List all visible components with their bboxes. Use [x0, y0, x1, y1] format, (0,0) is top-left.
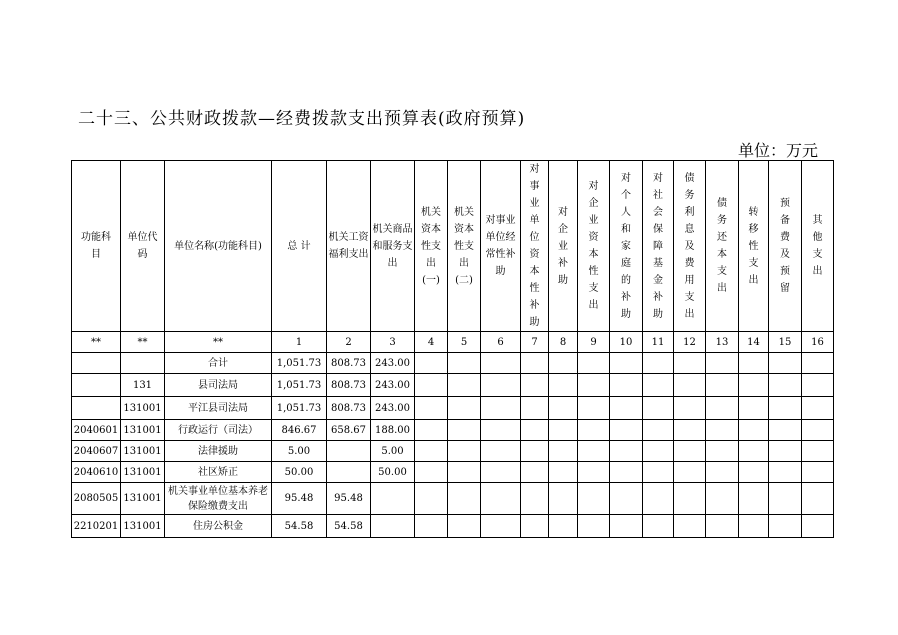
- cell-empty: [674, 462, 706, 483]
- cell-func: 2080505: [72, 483, 121, 515]
- cell-empty: [448, 353, 481, 374]
- colnum: 1: [272, 332, 327, 353]
- cell-empty: [415, 374, 448, 397]
- cell-total: 95.48: [272, 483, 327, 515]
- cell-empty: [521, 515, 549, 538]
- cell-goods: 50.00: [371, 462, 415, 483]
- cell-empty: [706, 374, 739, 397]
- cell-empty: [549, 462, 578, 483]
- cell-empty: [643, 441, 674, 462]
- colnum: **: [72, 332, 121, 353]
- cell-empty: [643, 353, 674, 374]
- cell-empty: [739, 420, 769, 441]
- budget-table: [71, 160, 834, 538]
- cell-empty: [549, 374, 578, 397]
- colnum: 10: [610, 332, 643, 353]
- cell-empty: [769, 420, 802, 441]
- table-row: [72, 397, 834, 420]
- cell-name: 法律援助: [165, 441, 272, 462]
- header-capital-1: 机关资本性支出(一): [415, 161, 448, 332]
- cell-empty: [674, 420, 706, 441]
- cell-empty: [578, 515, 610, 538]
- cell-empty: [521, 483, 549, 515]
- cell-empty: [578, 420, 610, 441]
- header-func-subject: 功能科目: [72, 161, 121, 332]
- cell-empty: [610, 397, 643, 420]
- cell-wage: 808.73: [327, 353, 371, 374]
- cell-empty: [802, 420, 834, 441]
- cell-empty: [610, 420, 643, 441]
- cell-empty: [643, 462, 674, 483]
- cell-empty: [769, 353, 802, 374]
- cell-func: 2040601: [72, 420, 121, 441]
- cell-code: 131001: [121, 397, 165, 420]
- header-enterprise-capital: 对企业资本性支出: [578, 161, 610, 332]
- cell-empty: [521, 374, 549, 397]
- cell-name: 机关事业单位基本养老保险缴费支出: [165, 483, 272, 515]
- cell-empty: [643, 374, 674, 397]
- header-unit-code: 单位代码: [121, 161, 165, 332]
- header-enterprise-subsidy: 对企业补助: [549, 161, 578, 332]
- header-goods-services: 机关商品和服务支出: [371, 161, 415, 332]
- cell-empty: [448, 397, 481, 420]
- cell-total: 50.00: [272, 462, 327, 483]
- colnum: 4: [415, 332, 448, 353]
- cell-empty: [706, 483, 739, 515]
- table-row: [72, 374, 834, 397]
- cell-empty: [521, 353, 549, 374]
- cell-name: 行政运行（司法）: [165, 420, 272, 441]
- cell-empty: [802, 483, 834, 515]
- cell-empty: [706, 462, 739, 483]
- cell-empty: [549, 353, 578, 374]
- colnum: 6: [481, 332, 521, 353]
- header-reserve: 预备费及预留: [769, 161, 802, 332]
- cell-empty: [610, 462, 643, 483]
- colnum: 15: [769, 332, 802, 353]
- cell-empty: [674, 374, 706, 397]
- cell-empty: [549, 420, 578, 441]
- cell-empty: [415, 483, 448, 515]
- colnum: 11: [643, 332, 674, 353]
- cell-wage: 808.73: [327, 374, 371, 397]
- cell-func: 2210201: [72, 515, 121, 538]
- cell-empty: [674, 483, 706, 515]
- cell-empty: [610, 353, 643, 374]
- cell-empty: [521, 462, 549, 483]
- cell-goods: [371, 515, 415, 538]
- cell-empty: [802, 397, 834, 420]
- cell-empty: [578, 483, 610, 515]
- cell-name: 住房公积金: [165, 515, 272, 538]
- cell-empty: [674, 515, 706, 538]
- cell-empty: [706, 353, 739, 374]
- cell-empty: [481, 420, 521, 441]
- cell-code: 131001: [121, 420, 165, 441]
- header-total: 总 计: [272, 161, 327, 332]
- table-row: [72, 420, 834, 441]
- cell-name: 社区矫正: [165, 462, 272, 483]
- header-debt-principal: 债务还本支出: [706, 161, 739, 332]
- table-row: [72, 353, 834, 374]
- cell-empty: [802, 353, 834, 374]
- cell-empty: [481, 515, 521, 538]
- cell-code: 131001: [121, 483, 165, 515]
- cell-code: 131: [121, 374, 165, 397]
- cell-func: 2040607: [72, 441, 121, 462]
- cell-empty: [448, 462, 481, 483]
- colnum: 7: [521, 332, 549, 353]
- cell-goods: 5.00: [371, 441, 415, 462]
- cell-empty: [643, 397, 674, 420]
- cell-empty: [549, 515, 578, 538]
- cell-empty: [415, 420, 448, 441]
- colnum: 14: [739, 332, 769, 353]
- header-social-security: 对社会保障基金补助: [643, 161, 674, 332]
- cell-empty: [578, 441, 610, 462]
- cell-empty: [578, 462, 610, 483]
- cell-empty: [415, 515, 448, 538]
- cell-empty: [674, 353, 706, 374]
- cell-empty: [706, 420, 739, 441]
- cell-wage: [327, 462, 371, 483]
- cell-empty: [578, 397, 610, 420]
- cell-empty: [481, 374, 521, 397]
- cell-total: 1,051.73: [272, 374, 327, 397]
- cell-empty: [549, 441, 578, 462]
- cell-goods: 243.00: [371, 397, 415, 420]
- cell-code: [121, 353, 165, 374]
- colnum: 12: [674, 332, 706, 353]
- cell-empty: [739, 353, 769, 374]
- cell-empty: [448, 420, 481, 441]
- cell-goods: 243.00: [371, 374, 415, 397]
- cell-total: 5.00: [272, 441, 327, 462]
- cell-empty: [643, 515, 674, 538]
- cell-total: 1,051.73: [272, 397, 327, 420]
- cell-func: [72, 353, 121, 374]
- cell-empty: [521, 420, 549, 441]
- cell-total: 846.67: [272, 420, 327, 441]
- colnum: 9: [578, 332, 610, 353]
- cell-name: 县司法局: [165, 374, 272, 397]
- cell-empty: [549, 483, 578, 515]
- header-institution-capital: 对事业单位资本性补助: [521, 161, 549, 332]
- cell-empty: [706, 515, 739, 538]
- cell-empty: [610, 374, 643, 397]
- cell-empty: [415, 353, 448, 374]
- colnum: 8: [549, 332, 578, 353]
- header-unit-name: 单位名称(功能科目): [165, 161, 272, 332]
- cell-wage: 658.67: [327, 420, 371, 441]
- cell-total: 54.58: [272, 515, 327, 538]
- cell-empty: [415, 462, 448, 483]
- cell-empty: [769, 462, 802, 483]
- cell-empty: [610, 515, 643, 538]
- header-household-subsidy: 对个人和家庭的补助: [610, 161, 643, 332]
- cell-empty: [739, 462, 769, 483]
- cell-empty: [448, 441, 481, 462]
- cell-name: 合计: [165, 353, 272, 374]
- colnum: **: [165, 332, 272, 353]
- cell-empty: [643, 420, 674, 441]
- cell-wage: 808.73: [327, 397, 371, 420]
- cell-empty: [706, 397, 739, 420]
- cell-empty: [521, 397, 549, 420]
- header-other: 其他支出: [802, 161, 834, 332]
- header-transfer: 转移性支出: [739, 161, 769, 332]
- cell-empty: [769, 515, 802, 538]
- cell-code: 131001: [121, 462, 165, 483]
- cell-func: [72, 374, 121, 397]
- cell-empty: [769, 483, 802, 515]
- cell-func: 2040610: [72, 462, 121, 483]
- cell-empty: [481, 462, 521, 483]
- cell-empty: [610, 483, 643, 515]
- cell-empty: [578, 353, 610, 374]
- cell-empty: [706, 441, 739, 462]
- cell-empty: [415, 397, 448, 420]
- cell-empty: [481, 397, 521, 420]
- cell-empty: [739, 483, 769, 515]
- colnum: 13: [706, 332, 739, 353]
- cell-name: 平江县司法局: [165, 397, 272, 420]
- cell-goods: 188.00: [371, 420, 415, 441]
- table-row: [72, 515, 834, 538]
- column-number-row: [72, 332, 834, 353]
- cell-empty: [578, 374, 610, 397]
- cell-empty: [448, 374, 481, 397]
- header-wage-welfare: 机关工资福利支出: [327, 161, 371, 332]
- cell-empty: [802, 374, 834, 397]
- cell-goods: [371, 483, 415, 515]
- cell-empty: [802, 462, 834, 483]
- cell-empty: [448, 515, 481, 538]
- cell-empty: [674, 441, 706, 462]
- cell-code: 131001: [121, 441, 165, 462]
- cell-empty: [739, 374, 769, 397]
- colnum: 2: [327, 332, 371, 353]
- cell-empty: [521, 441, 549, 462]
- header-capital-2: 机关资本性支出(二): [448, 161, 481, 332]
- cell-wage: 95.48: [327, 483, 371, 515]
- cell-empty: [674, 397, 706, 420]
- cell-empty: [802, 441, 834, 462]
- cell-empty: [739, 515, 769, 538]
- table-row: [72, 483, 834, 515]
- cell-empty: [769, 374, 802, 397]
- colnum: 3: [371, 332, 415, 353]
- unit-label: 单位：万元: [738, 141, 819, 160]
- cell-empty: [769, 397, 802, 420]
- cell-empty: [802, 515, 834, 538]
- cell-wage: [327, 441, 371, 462]
- cell-empty: [739, 441, 769, 462]
- cell-empty: [448, 483, 481, 515]
- cell-empty: [415, 441, 448, 462]
- header-debt-interest: 债务利息及费用支出: [674, 161, 706, 332]
- table-row: [72, 462, 834, 483]
- cell-func: [72, 397, 121, 420]
- cell-empty: [643, 483, 674, 515]
- colnum: 5: [448, 332, 481, 353]
- cell-empty: [481, 483, 521, 515]
- header-row: [72, 161, 834, 332]
- cell-empty: [769, 441, 802, 462]
- colnum: 16: [802, 332, 834, 353]
- table-row: [72, 441, 834, 462]
- header-institution-regular: 对事业单位经常性补助: [481, 161, 521, 332]
- cell-empty: [610, 441, 643, 462]
- cell-empty: [481, 441, 521, 462]
- cell-empty: [481, 353, 521, 374]
- page-title: 二十三、公共财政拨款—经费拨款支出预算表(政府预算): [78, 109, 526, 129]
- cell-goods: 243.00: [371, 353, 415, 374]
- cell-empty: [739, 397, 769, 420]
- cell-wage: 54.58: [327, 515, 371, 538]
- colnum: **: [121, 332, 165, 353]
- cell-empty: [549, 397, 578, 420]
- cell-total: 1,051.73: [272, 353, 327, 374]
- cell-code: 131001: [121, 515, 165, 538]
